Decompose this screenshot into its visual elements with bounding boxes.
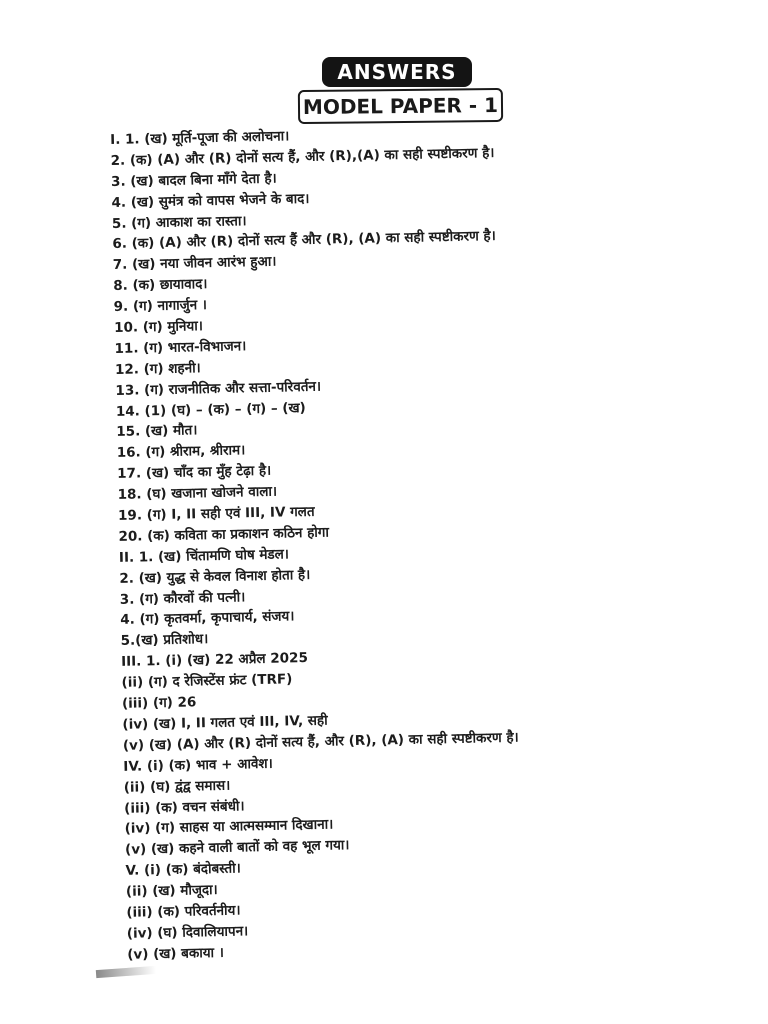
answer-line: (iv) (घ) दिवालियापन। — [126, 923, 249, 942]
answer-line: 4. (ख) सुमंत्र को वापस भेजने के बाद। — [111, 190, 310, 211]
answer-line: III. 1. (i) (ख) 22 अप्रैल 2025 — [120, 650, 309, 671]
answer-line: (v) (ख) कहने वाली बातों को वह भूल गया। — [124, 837, 350, 859]
answer-line: 13. (ग) राजनीतिक और सत्ता-परिवर्तन। — [115, 378, 322, 399]
model-paper-title: MODEL PAPER - 1 — [298, 88, 503, 124]
answer-line: 7. (ख) नया जीवन आरंभ हुआ। — [112, 253, 277, 274]
answer-line: 15. (ख) मौत। — [116, 422, 198, 441]
answer-list — [110, 117, 747, 965]
answer-line: 20. (क) कविता का प्रकाशन कठिन होगा — [118, 524, 330, 545]
answer-line: 2. (ख) युद्ध से केवल विनाश होता है। — [119, 566, 311, 587]
answers-badge: ANSWERS — [322, 57, 472, 87]
answer-line: 5. (ग) आकाश का रास्ता। — [111, 212, 247, 232]
answer-line: 3. (ख) बादल बिना माँगे देता है। — [110, 170, 277, 190]
answer-line: 8. (क) छायावाद। — [113, 276, 208, 295]
answer-line: 5.(ख) प्रतिशोध। — [120, 631, 209, 650]
answer-line: 10. (ग) मुनिया। — [113, 318, 204, 336]
page-edge-shadow — [96, 966, 156, 978]
answer-line: (iii) (क) वचन संबंधी। — [124, 797, 245, 817]
answer-line: (ii) (ख) मौजूदा। — [125, 881, 218, 900]
answer-line: 19. (ग) I, II सही एवं III, IV गलत — [117, 503, 315, 524]
answer-line: II. 1. (ख) चिंतामणि घोष मेडल। — [118, 546, 290, 566]
answer-line: IV. (i) (क) भाव + आवेश। — [123, 755, 273, 775]
answer-line: 6. (क) (A) और (R) दोनों सत्य हैं और (R), (A) का सही स्पष्टीकरण है। — [112, 228, 496, 253]
answer-line: (iv) (ख) I, II गलत एवं III, IV, सही — [122, 712, 328, 733]
answer-line: (ii) (ग) द रेजिस्टेंस फ्रंट (TRF) — [121, 671, 293, 692]
answer-line: 12. (ग) शहनी। — [114, 359, 201, 378]
answer-line: (ii) (घ) द्वंद्व समास। — [123, 777, 231, 796]
answer-line: 17. (ख) चाँद का मुँह टेढ़ा है। — [117, 462, 272, 483]
answer-line: (iv) (ग) साहस या आत्मसम्मान दिखाना। — [124, 816, 334, 838]
answer-line: 2. (क) (A) और (R) दोनों सत्य हैं, और (R),(A) का सही स्पष्टीकरण है। — [110, 144, 495, 169]
answer-line: I. 1. (ख) मूर्ति-पूजा की अलोचना। — [110, 128, 290, 148]
answer-line: (iii) (क) परिवर्तनीय। — [126, 902, 241, 921]
answer-line: (iii) (ग) 26 — [121, 694, 197, 712]
answer-line: 3. (ग) कौरवों की पत्नी। — [119, 588, 246, 608]
answer-line: 4. (ग) कृतवर्मा, कृपाचार्य, संजय। — [120, 608, 295, 629]
answer-line: 18. (घ) खजाना खोजने वाला। — [117, 483, 278, 504]
answer-line: 9. (ग) नागार्जुन । — [113, 297, 208, 316]
answer-line: (v) (ख) (A) और (R) दोनों सत्य हैं, और (R), (A) का सही स्पष्टीकरण है। — [122, 729, 519, 754]
answer-line: 14. (1) (घ) – (क) – (ग) – (ख) — [115, 399, 306, 420]
answer-line: 11. (ग) भारत-विभाजन। — [114, 338, 247, 357]
answer-line: 16. (ग) श्रीराम, श्रीराम। — [116, 442, 246, 462]
answer-line: V. (i) (क) बंदोबस्ती। — [125, 860, 241, 880]
answer-line: (v) (ख) बकाया । — [127, 944, 225, 963]
